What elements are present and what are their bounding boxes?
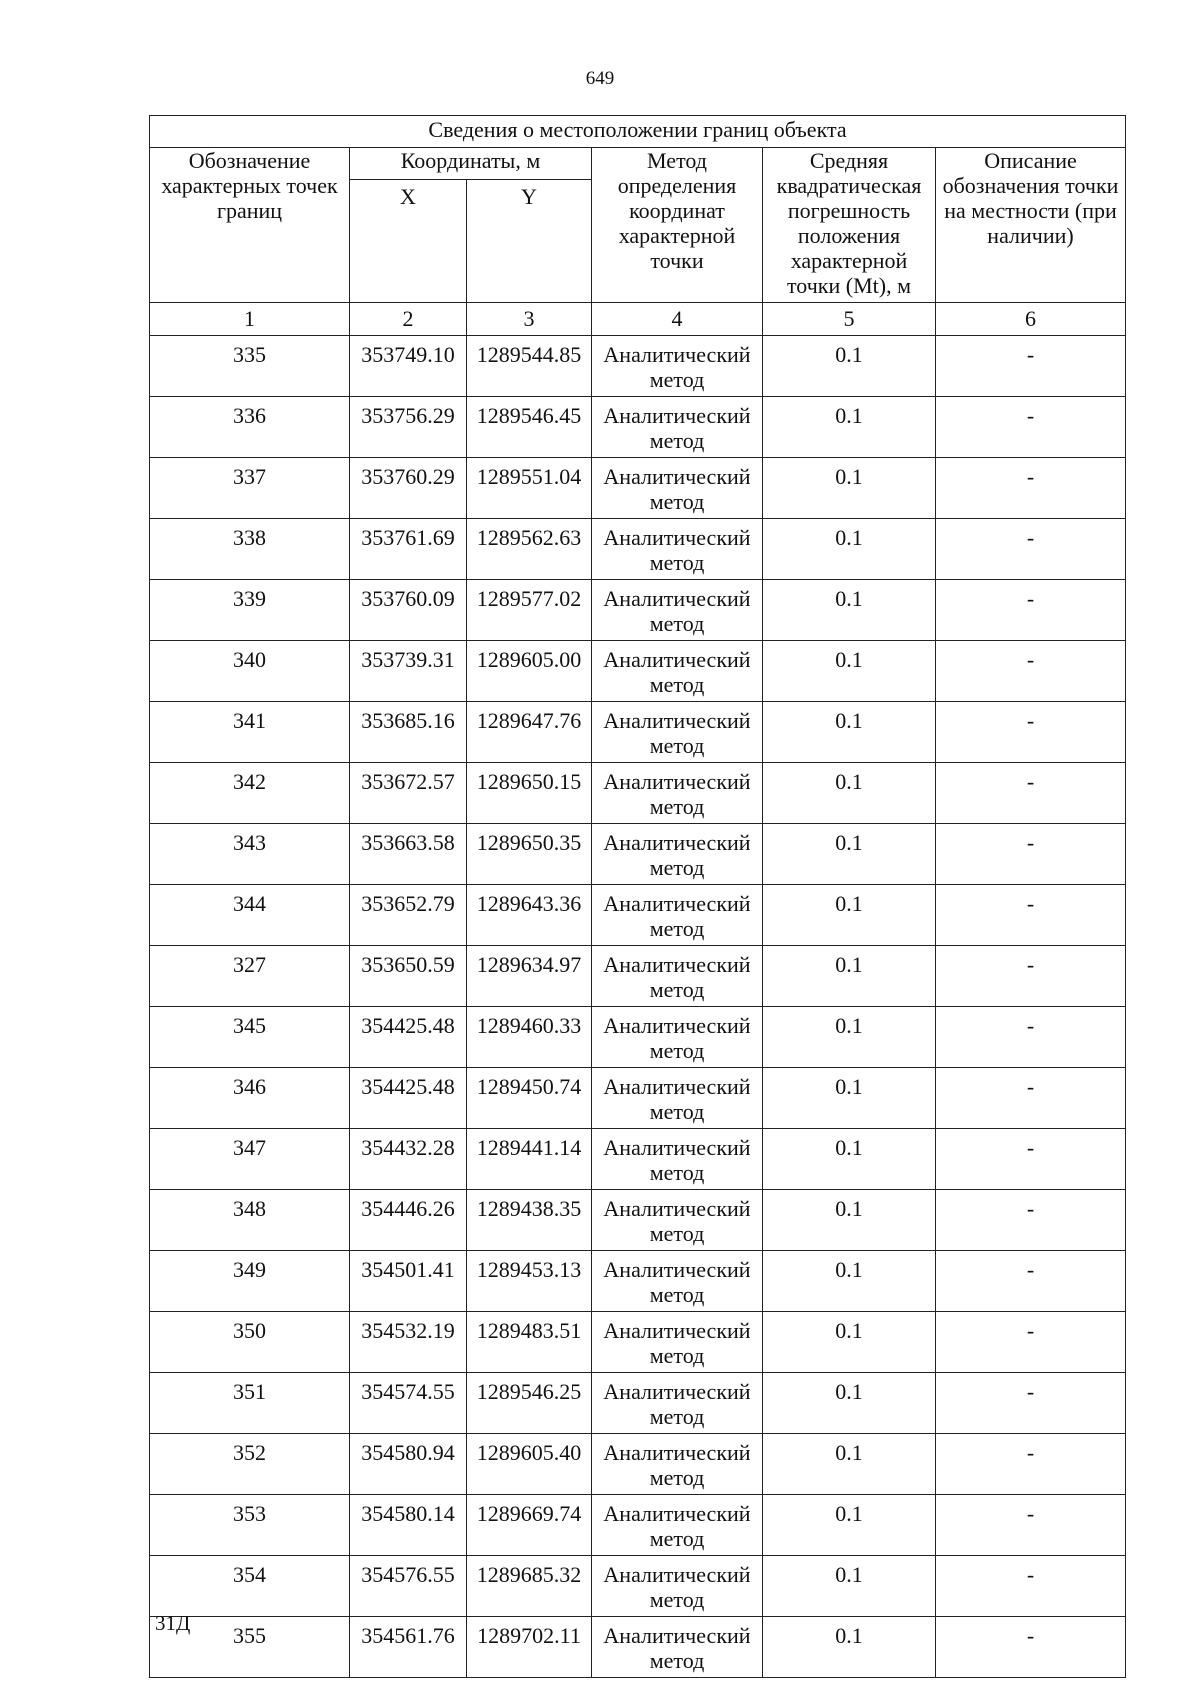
- cell-x: 353756.29: [350, 397, 467, 458]
- header-description: Описание обозначения точки на местности (при наличии): [936, 148, 1126, 303]
- cell-method: Аналитический метод: [592, 1556, 763, 1617]
- table-row: [150, 1617, 1126, 1678]
- table-row: [150, 946, 1126, 1007]
- footer-code: 31Д: [155, 1611, 191, 1635]
- cell-error: 0.1: [763, 397, 936, 458]
- table-row: [150, 458, 1126, 519]
- cell-point: 336: [150, 397, 350, 458]
- cell-point: 353: [150, 1495, 350, 1556]
- cell-description: -: [936, 824, 1126, 885]
- table-row: [150, 763, 1126, 824]
- cell-description: -: [936, 1312, 1126, 1373]
- cell-method: Аналитический метод: [592, 1129, 763, 1190]
- table-row: [150, 580, 1126, 641]
- cell-y: 1289441.14: [467, 1129, 592, 1190]
- cell-description: -: [936, 946, 1126, 1007]
- cell-y: 1289460.33: [467, 1007, 592, 1068]
- cell-x: 353663.58: [350, 824, 467, 885]
- cell-error: 0.1: [763, 1129, 936, 1190]
- cell-method: Аналитический метод: [592, 641, 763, 702]
- cell-x: 354576.55: [350, 1556, 467, 1617]
- cell-method: Аналитический метод: [592, 702, 763, 763]
- cell-point: 340: [150, 641, 350, 702]
- cell-description: -: [936, 1556, 1126, 1617]
- cell-description: -: [936, 1617, 1126, 1678]
- cell-y: 1289577.02: [467, 580, 592, 641]
- cell-error: 0.1: [763, 885, 936, 946]
- header-y: Y: [467, 180, 592, 303]
- cell-x: 353652.79: [350, 885, 467, 946]
- cell-method: Аналитический метод: [592, 458, 763, 519]
- cell-method: Аналитический метод: [592, 1373, 763, 1434]
- cell-error: 0.1: [763, 1617, 936, 1678]
- cell-description: -: [936, 1495, 1126, 1556]
- cell-error: 0.1: [763, 1556, 936, 1617]
- cell-point: 350: [150, 1312, 350, 1373]
- cell-point: 355: [150, 1617, 350, 1678]
- table-row: [150, 1129, 1126, 1190]
- cell-x: 353761.69: [350, 519, 467, 580]
- cell-description: -: [936, 1251, 1126, 1312]
- table-row: [150, 1068, 1126, 1129]
- cell-x: 353749.10: [350, 336, 467, 397]
- cell-method: Аналитический метод: [592, 946, 763, 1007]
- cell-description: -: [936, 1434, 1126, 1495]
- cell-method: Аналитический метод: [592, 580, 763, 641]
- cell-x: 353739.31: [350, 641, 467, 702]
- cell-description: -: [936, 641, 1126, 702]
- table-caption: Сведения о местоположении границ объекта: [150, 116, 1126, 148]
- cell-method: Аналитический метод: [592, 336, 763, 397]
- column-number: 1: [150, 303, 350, 336]
- cell-y: 1289650.35: [467, 824, 592, 885]
- cell-description: -: [936, 1190, 1126, 1251]
- cell-method: Аналитический метод: [592, 1007, 763, 1068]
- cell-point: 343: [150, 824, 350, 885]
- cell-error: 0.1: [763, 1007, 936, 1068]
- cell-method: Аналитический метод: [592, 1434, 763, 1495]
- table-caption-row: [150, 116, 1126, 148]
- cell-point: 351: [150, 1373, 350, 1434]
- table-row: [150, 519, 1126, 580]
- table-row: [150, 641, 1126, 702]
- cell-y: 1289647.76: [467, 702, 592, 763]
- cell-x: 354580.14: [350, 1495, 467, 1556]
- table-row: [150, 1495, 1126, 1556]
- cell-point: 345: [150, 1007, 350, 1068]
- boundary-table: [149, 115, 1126, 1678]
- cell-y: 1289702.11: [467, 1617, 592, 1678]
- cell-error: 0.1: [763, 1373, 936, 1434]
- cell-error: 0.1: [763, 458, 936, 519]
- cell-x: 353685.16: [350, 702, 467, 763]
- cell-error: 0.1: [763, 336, 936, 397]
- cell-y: 1289438.35: [467, 1190, 592, 1251]
- cell-description: -: [936, 885, 1126, 946]
- cell-description: -: [936, 1007, 1126, 1068]
- cell-description: -: [936, 519, 1126, 580]
- cell-y: 1289685.32: [467, 1556, 592, 1617]
- cell-method: Аналитический метод: [592, 763, 763, 824]
- cell-error: 0.1: [763, 641, 936, 702]
- cell-point: 327: [150, 946, 350, 1007]
- cell-x: 354432.28: [350, 1129, 467, 1190]
- cell-x: 353760.29: [350, 458, 467, 519]
- page-number: 649: [585, 68, 615, 89]
- header-coordinates: Координаты, м: [350, 148, 592, 180]
- cell-point: 337: [150, 458, 350, 519]
- cell-point: 344: [150, 885, 350, 946]
- cell-y: 1289605.40: [467, 1434, 592, 1495]
- cell-description: -: [936, 336, 1126, 397]
- header-method: Метод определения координат характерной точки: [592, 148, 763, 303]
- header-error: Средняя квадратическая погрешность положения характерной точки (Mt), м: [763, 148, 936, 303]
- cell-x: 354574.55: [350, 1373, 467, 1434]
- cell-method: Аналитический метод: [592, 1495, 763, 1556]
- cell-description: -: [936, 1373, 1126, 1434]
- cell-y: 1289483.51: [467, 1312, 592, 1373]
- cell-method: Аналитический метод: [592, 824, 763, 885]
- cell-point: 346: [150, 1068, 350, 1129]
- cell-method: Аналитический метод: [592, 1312, 763, 1373]
- cell-error: 0.1: [763, 1495, 936, 1556]
- cell-x: 354580.94: [350, 1434, 467, 1495]
- cell-x: 353672.57: [350, 763, 467, 824]
- cell-error: 0.1: [763, 702, 936, 763]
- cell-x: 354446.26: [350, 1190, 467, 1251]
- cell-x: 353650.59: [350, 946, 467, 1007]
- cell-description: -: [936, 1068, 1126, 1129]
- cell-point: 339: [150, 580, 350, 641]
- header-designation: Обозначение характерных точек границ: [150, 148, 350, 303]
- cell-method: Аналитический метод: [592, 1068, 763, 1129]
- table-row: [150, 1556, 1126, 1617]
- cell-x: 354425.48: [350, 1068, 467, 1129]
- cell-error: 0.1: [763, 1434, 936, 1495]
- cell-y: 1289562.63: [467, 519, 592, 580]
- cell-point: 342: [150, 763, 350, 824]
- table-body: [150, 116, 1126, 1678]
- cell-point: 352: [150, 1434, 350, 1495]
- cell-description: -: [936, 397, 1126, 458]
- cell-y: 1289551.04: [467, 458, 592, 519]
- cell-method: Аналитический метод: [592, 519, 763, 580]
- cell-x: 354532.19: [350, 1312, 467, 1373]
- table-row: [150, 336, 1126, 397]
- column-number-row: [150, 303, 1126, 336]
- column-number: 3: [467, 303, 592, 336]
- table-row: [150, 824, 1126, 885]
- cell-y: 1289643.36: [467, 885, 592, 946]
- cell-description: -: [936, 702, 1126, 763]
- table-row: [150, 1190, 1126, 1251]
- cell-x: 354561.76: [350, 1617, 467, 1678]
- table-row: [150, 1007, 1126, 1068]
- cell-method: Аналитический метод: [592, 1617, 763, 1678]
- cell-description: -: [936, 1129, 1126, 1190]
- cell-method: Аналитический метод: [592, 1251, 763, 1312]
- cell-error: 0.1: [763, 580, 936, 641]
- cell-error: 0.1: [763, 1251, 936, 1312]
- cell-y: 1289605.00: [467, 641, 592, 702]
- header-row: [150, 148, 1126, 180]
- cell-method: Аналитический метод: [592, 885, 763, 946]
- cell-point: 338: [150, 519, 350, 580]
- cell-method: Аналитический метод: [592, 397, 763, 458]
- cell-error: 0.1: [763, 824, 936, 885]
- cell-x: 353760.09: [350, 580, 467, 641]
- cell-y: 1289450.74: [467, 1068, 592, 1129]
- cell-x: 354501.41: [350, 1251, 467, 1312]
- cell-y: 1289546.45: [467, 397, 592, 458]
- table-row: [150, 885, 1126, 946]
- cell-description: -: [936, 580, 1126, 641]
- cell-error: 0.1: [763, 519, 936, 580]
- cell-error: 0.1: [763, 946, 936, 1007]
- table-row: [150, 1373, 1126, 1434]
- cell-method: Аналитический метод: [592, 1190, 763, 1251]
- cell-description: -: [936, 763, 1126, 824]
- cell-y: 1289544.85: [467, 336, 592, 397]
- table-row: [150, 1434, 1126, 1495]
- cell-y: 1289634.97: [467, 946, 592, 1007]
- column-number: 2: [350, 303, 467, 336]
- cell-error: 0.1: [763, 763, 936, 824]
- cell-point: 349: [150, 1251, 350, 1312]
- cell-point: 347: [150, 1129, 350, 1190]
- cell-x: 354425.48: [350, 1007, 467, 1068]
- cell-y: 1289650.15: [467, 763, 592, 824]
- cell-description: -: [936, 458, 1126, 519]
- table-row: [150, 1312, 1126, 1373]
- column-number: 5: [763, 303, 936, 336]
- cell-y: 1289453.13: [467, 1251, 592, 1312]
- cell-y: 1289669.74: [467, 1495, 592, 1556]
- table-row: [150, 397, 1126, 458]
- cell-point: 354: [150, 1556, 350, 1617]
- cell-point: 335: [150, 336, 350, 397]
- table-row: [150, 702, 1126, 763]
- cell-y: 1289546.25: [467, 1373, 592, 1434]
- cell-point: 348: [150, 1190, 350, 1251]
- header-x: X: [350, 180, 467, 303]
- table-row: [150, 1251, 1126, 1312]
- cell-error: 0.1: [763, 1190, 936, 1251]
- cell-point: 341: [150, 702, 350, 763]
- column-number: 6: [936, 303, 1126, 336]
- cell-error: 0.1: [763, 1312, 936, 1373]
- cell-error: 0.1: [763, 1068, 936, 1129]
- column-number: 4: [592, 303, 763, 336]
